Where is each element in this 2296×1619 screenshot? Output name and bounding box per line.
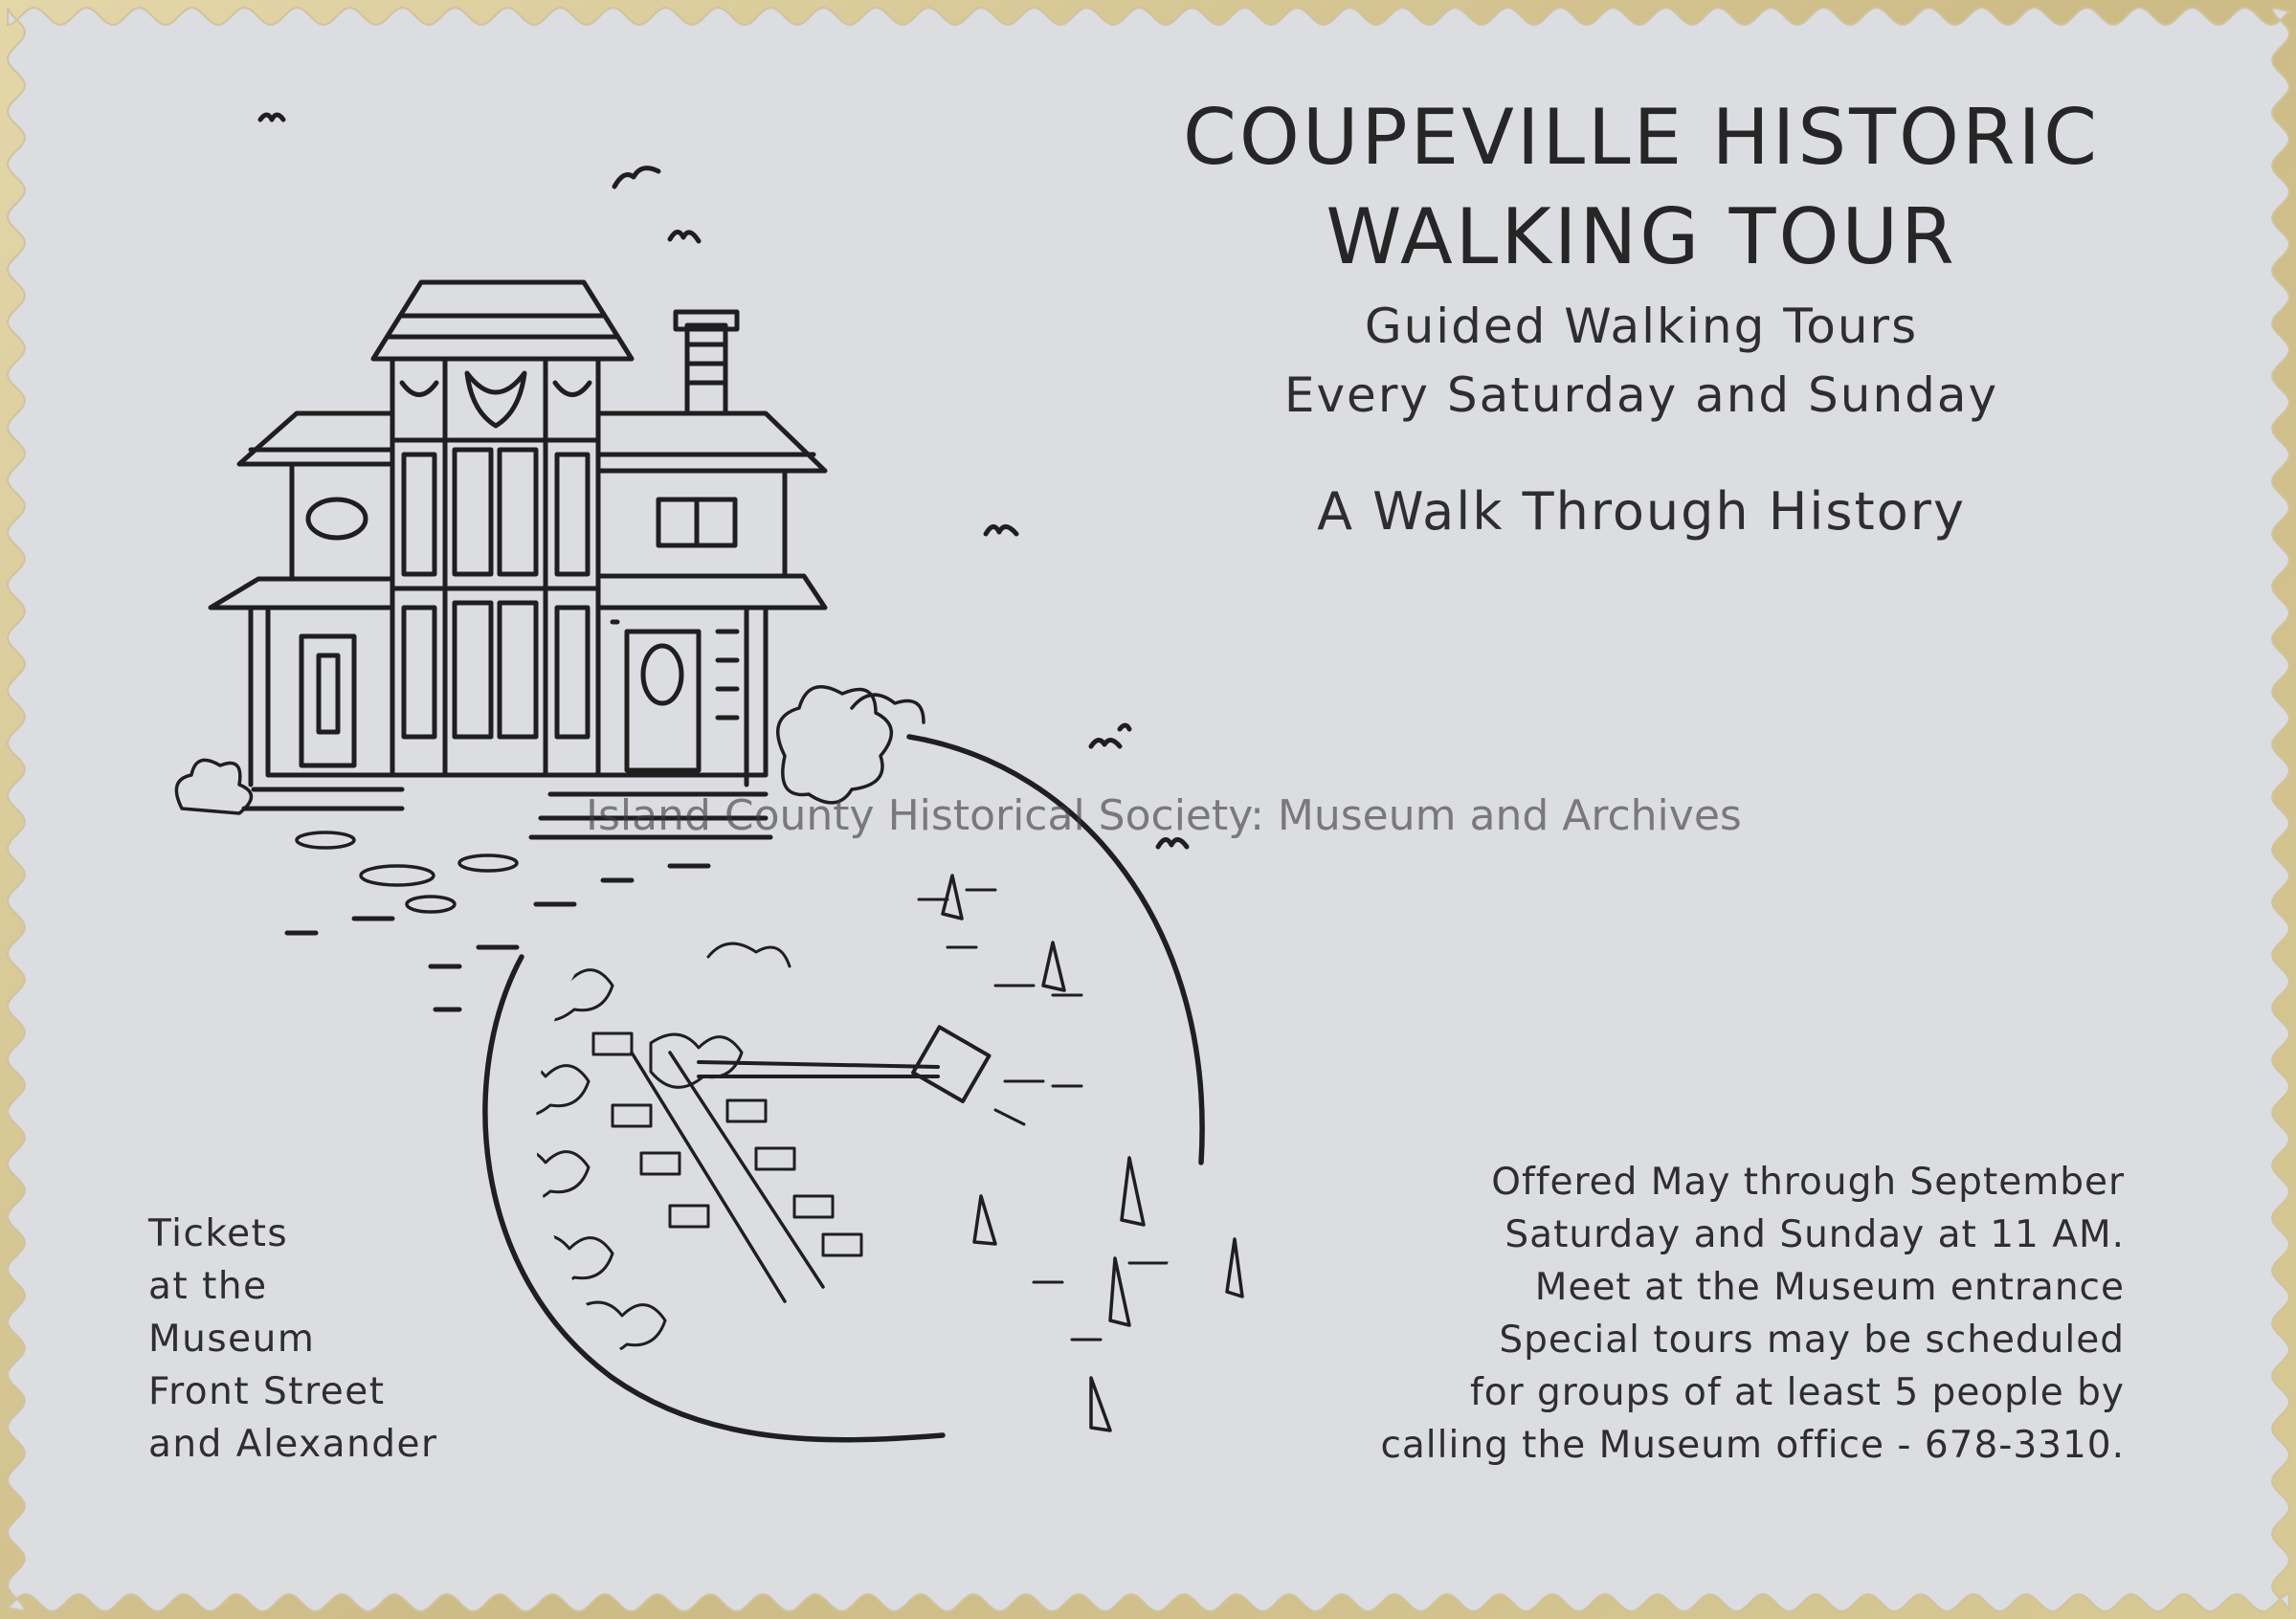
bird-icon [260,115,283,120]
schedule-line: Saturday and Sunday at 11 AM. [1505,1213,2125,1256]
poster-title [1144,88,2139,287]
tickets-line: and Alexander [148,1423,438,1466]
archive-watermark: Island County Historical Society: Museum and Archives [586,791,1742,840]
schedule-line: Offered May through September [1491,1161,2125,1204]
title-line: WALKING TOUR [1326,192,1957,281]
subtitle-line: Guided Walking Tours [1364,299,1919,354]
subtitle-line: Every Saturday and Sunday [1283,367,1999,423]
tickets-line: at the [148,1265,268,1308]
schedule-line: Special tours may be scheduled [1499,1319,2125,1362]
schedule-line: calling the Museum office - 678-3310. [1380,1424,2125,1467]
poster-subtitle [1144,292,2139,430]
schedule-info [1177,1156,2125,1472]
poster-tagline: A Walk Through History [1317,481,1966,542]
tickets-line: Front Street [148,1370,386,1413]
schedule-line: Meet at the Museum entrance [1534,1266,2125,1309]
tickets-info [148,1208,438,1471]
tickets-line: Tickets [148,1212,289,1255]
tickets-line: Museum [148,1318,316,1361]
schedule-line: for groups of at least 5 people by [1470,1371,2125,1414]
title-line: COUPEVILLE HISTORIC [1182,93,2100,182]
